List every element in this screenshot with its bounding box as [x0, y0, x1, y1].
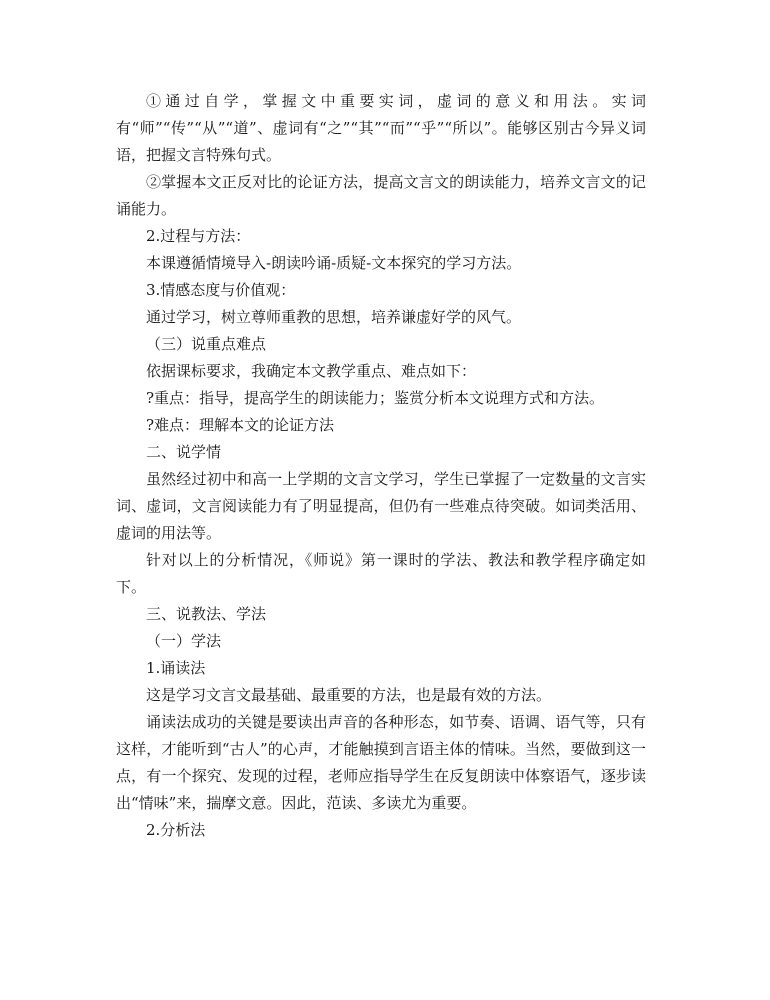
heading-process-method: 2.过程与方法：: [146, 227, 251, 245]
paragraph-objective-2: ②掌握本文正反对比的论证方法，提高文言文的朗读能力，培养文言文的记诵能力。: [116, 173, 646, 218]
paragraph-recitation-key: 诵读法成功的关键是要读出声音的各种形态，如节奏、语调、语气等，只有这样，才能听到“古人”的心声，才能触摸到言语主体的情味。当然，要做到这一点，有一个探究、发现的过程，老师应指导学生在反复朗读中体察语气，逐步读出“情味”来，揣摩文意。因此，范读、多读尤为重要。: [116, 713, 646, 812]
paragraph-analysis-conclusion: 针对以上的分析情况，《师说》第一课时的学法、教法和教学程序确定如下。: [116, 551, 646, 596]
heading-emotion-values: 3.情感态度与价值观：: [146, 281, 296, 299]
paragraph-key-point: ?重点：指导，提高学生的朗读能力；鉴赏分析本文说理方式和方法。: [146, 389, 605, 407]
heading-learning-methods: （一）学法: [146, 632, 222, 650]
heading-student-analysis: 二、说学情: [146, 443, 222, 461]
document-body: [116, 88, 646, 844]
paragraph-difficult-point: ?难点：理解本文的论证方法: [146, 416, 335, 434]
paragraph-objective-1: ①通过自学，掌握文中重要实词，虚词的意义和用法。实词有“师”“传”“从”“道”、虚词有“之”“其”“而”“乎”“所以”。能够区别古今异义词语，把握文言特殊句式。: [116, 92, 646, 164]
paragraph-key-points-intro: 依据课标要求，我确定本文教学重点、难点如下：: [146, 362, 477, 380]
heading-key-difficult-points: （三）说重点难点: [146, 335, 267, 353]
heading-teaching-learning-methods: 三、说教法、学法: [146, 605, 267, 623]
paragraph-recitation-basic: 这是学习文言文最基础、最重要的方法，也是最有效的方法。: [146, 686, 552, 704]
paragraph-student-analysis: 虽然经过初中和高一上学期的文言文学习，学生已掌握了一定数量的文言实词、虚词，文言阅读能力有了明显提高，但仍有一些难点待突破。如词类活用、虚词的用法等。: [116, 470, 646, 542]
heading-analysis-method: 2.分析法: [146, 821, 206, 839]
heading-recitation-method: 1.诵读法: [146, 659, 206, 677]
paragraph-process-method: 本课遵循情境导入-朗读吟诵-质疑-文本探究的学习方法。: [146, 254, 522, 272]
paragraph-emotion-values: 通过学习，树立尊师重教的思想，培养谦虚好学的风气。: [146, 308, 522, 326]
